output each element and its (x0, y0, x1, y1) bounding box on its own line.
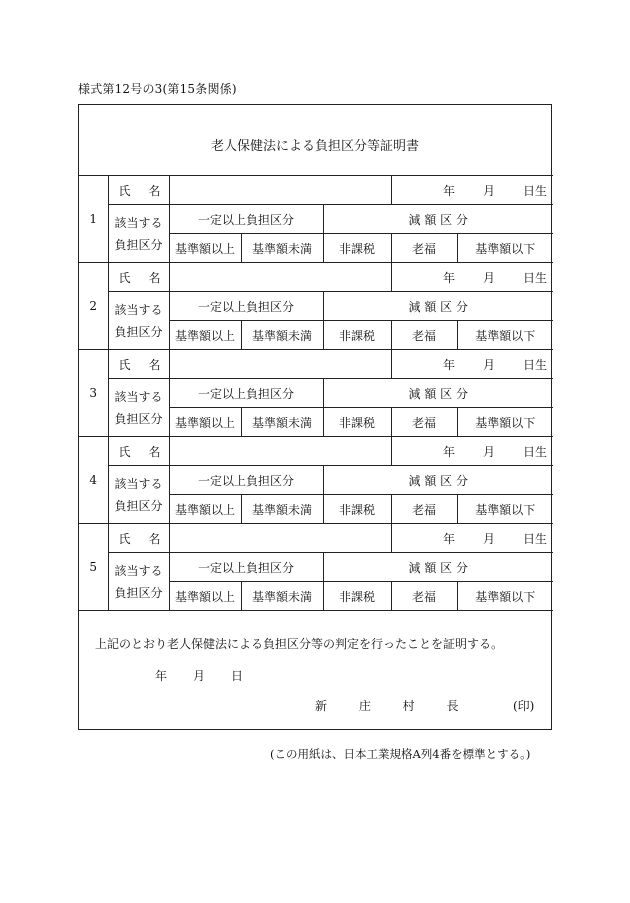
entries-table (79, 175, 553, 611)
reduced-header: 減 額 区 分 (323, 379, 553, 408)
name-field[interactable] (169, 437, 391, 466)
subcategory-option[interactable]: 非課税 (323, 408, 391, 437)
date-year: 年 (155, 669, 168, 683)
certification-statement: 上記のとおり老人保健法による負担区分等の判定を行ったことを証明する。 (95, 637, 504, 651)
seal-mark: (印) (513, 699, 535, 713)
entry-category-row (79, 205, 553, 234)
subcategory-option[interactable]: 基準額以上 (169, 582, 241, 611)
fixed-above-header: 一定以上負担区分 (169, 205, 323, 234)
entry-number: 5 (79, 524, 108, 611)
birthdate-field[interactable]: 年 月 日生 (391, 176, 553, 205)
date-month: 月 (193, 669, 206, 683)
birthdate-field[interactable]: 年 月 日生 (391, 437, 553, 466)
category-label: 該当する 負担区分 (108, 292, 169, 350)
name-field[interactable] (169, 524, 391, 553)
reduced-header: 減 額 区 分 (323, 292, 553, 321)
entry-name-row (79, 263, 553, 292)
name-label: 氏 名 (108, 437, 169, 466)
entry-category-row (79, 466, 553, 495)
subcategory-option[interactable]: 基準額以上 (169, 234, 241, 263)
subcategory-option[interactable]: 基準額未満 (241, 408, 323, 437)
name-label: 氏 名 (108, 176, 169, 205)
entry-name-row (79, 437, 553, 466)
entry-category-row (79, 379, 553, 408)
subcategory-option[interactable]: 老福 (391, 582, 457, 611)
birthdate-field[interactable]: 年 月 日生 (391, 524, 553, 553)
subcategory-option[interactable]: 基準額以下 (457, 234, 553, 263)
name-label: 氏 名 (108, 524, 169, 553)
category-label: 該当する 負担区分 (108, 466, 169, 524)
subcategory-option[interactable]: 基準額以下 (457, 321, 553, 350)
subcategory-option[interactable]: 基準額以下 (457, 582, 553, 611)
name-label: 氏 名 (108, 263, 169, 292)
subcategory-option[interactable]: 基準額未満 (241, 321, 323, 350)
subcategory-option[interactable]: 基準額未満 (241, 582, 323, 611)
category-label: 該当する 負担区分 (108, 553, 169, 611)
name-field[interactable] (169, 263, 391, 292)
fixed-above-header: 一定以上負担区分 (169, 466, 323, 495)
certificate-frame (78, 104, 552, 730)
entry-number: 3 (79, 350, 108, 437)
entry-number: 2 (79, 263, 108, 350)
paper-size-note: (この用紙は、日本工業規格A列4番を標準とする。) (270, 747, 531, 761)
form-number: 様式第12号の3(第15条関係) (78, 82, 237, 96)
subcategory-option[interactable]: 基準額以下 (457, 495, 553, 524)
entry-category-row (79, 292, 553, 321)
name-field[interactable] (169, 350, 391, 379)
fixed-above-header: 一定以上負担区分 (169, 553, 323, 582)
category-label: 該当する 負担区分 (108, 205, 169, 263)
name-label: 氏 名 (108, 350, 169, 379)
subcategory-option[interactable]: 老福 (391, 495, 457, 524)
subcategory-option[interactable]: 非課税 (323, 321, 391, 350)
entry-name-row (79, 524, 553, 553)
reduced-header: 減 額 区 分 (323, 466, 553, 495)
subcategory-option[interactable]: 基準額以上 (169, 495, 241, 524)
subcategory-option[interactable]: 非課税 (323, 234, 391, 263)
reduced-header: 減 額 区 分 (323, 205, 553, 234)
name-field[interactable] (169, 176, 391, 205)
fixed-above-header: 一定以上負担区分 (169, 379, 323, 408)
subcategory-option[interactable]: 非課税 (323, 582, 391, 611)
date-day: 日 (231, 669, 244, 683)
reduced-header: 減 額 区 分 (323, 553, 553, 582)
subcategory-option[interactable]: 基準額以上 (169, 321, 241, 350)
subcategory-option[interactable]: 基準額以上 (169, 408, 241, 437)
subcategory-option[interactable]: 老福 (391, 321, 457, 350)
fixed-above-header: 一定以上負担区分 (169, 292, 323, 321)
subcategory-option[interactable]: 基準額未満 (241, 495, 323, 524)
subcategory-option[interactable]: 基準額以下 (457, 408, 553, 437)
birthdate-field[interactable]: 年 月 日生 (391, 350, 553, 379)
birthdate-field[interactable]: 年 月 日生 (391, 263, 553, 292)
issuer-name: 新 庄 村 長 (315, 699, 473, 713)
entry-name-row (79, 176, 553, 205)
entry-number: 1 (79, 176, 108, 263)
subcategory-option[interactable]: 基準額未満 (241, 234, 323, 263)
subcategory-option[interactable]: 非課税 (323, 495, 391, 524)
document-title: 老人保健法による負担区分等証明書 (210, 139, 419, 154)
subcategory-option[interactable]: 老福 (391, 408, 457, 437)
subcategory-option[interactable]: 老福 (391, 234, 457, 263)
entry-number: 4 (79, 437, 108, 524)
entry-name-row (79, 350, 553, 379)
entry-category-row (79, 553, 553, 582)
category-label: 該当する 負担区分 (108, 379, 169, 437)
issue-date (155, 667, 243, 684)
